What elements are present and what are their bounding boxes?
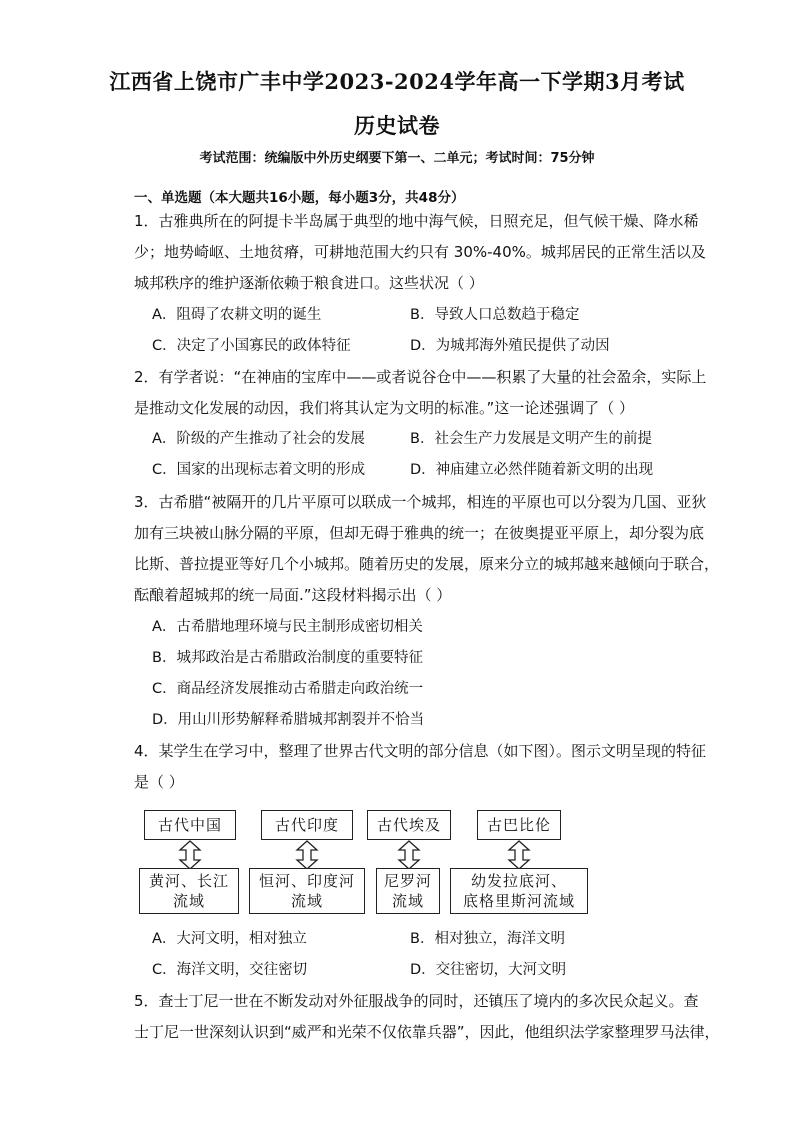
diagram-box-ancient-india: 古代印度: [261, 810, 353, 840]
box-line: 恒河、印度河: [258, 872, 355, 890]
q1-option-b: B．导致人口总数趋于稳定: [410, 307, 580, 323]
exam-meta: 考试范围：统编版中外历史纲要下第一、二单元；考试时间：75分钟: [199, 151, 595, 166]
q1-option-d: D．为城邦海外殖民提供了动因: [410, 338, 610, 354]
q3-option-a: A．古希腊地理环境与民主制形成密切相关: [152, 619, 423, 635]
box-line: 幼发拉底河、: [470, 872, 567, 890]
double-arrow-icon: [507, 840, 531, 870]
q1-stem-line: 1．古雅典所在的阿提卡半岛属于典型的地中海气候，日照充足，但气候干燥、降水稀: [134, 212, 699, 230]
diagram-box-ancient-china: 古代中国: [144, 810, 236, 840]
q2-stem-line: 是推动文化发展的动因，我们将其认定为文明的标准。”这一论述强调了（ ）: [134, 399, 635, 417]
q4-stem-line: 是（ ）: [134, 773, 184, 791]
box-line: 流域: [391, 892, 424, 910]
box-line: 尼罗河: [383, 872, 432, 890]
q3-stem-line: 比斯、普拉提亚等好几个小城邦。随着历史的发展，原来分立的城邦越来越倾向于联合，: [134, 555, 720, 573]
diagram-box-ganges-indus: [249, 868, 365, 914]
q4-option-b: B．相对独立，海洋文明: [410, 931, 565, 947]
double-arrow-icon: [397, 840, 421, 870]
q3-option-b: B．城邦政治是古希腊政治制度的重要特征: [152, 650, 423, 666]
q3-stem-line: 3．古希腊“被隔开的几片平原可以联成一个城邦，相连的平原也可以分裂为几国、亚狄: [134, 493, 707, 511]
q1-stem-line: 少；地势崎岖、土地贫瘠，可耕地范围大约只有 30%-40%。城邦居民的正常生活以及: [134, 243, 706, 261]
diagram-box-yellow-yangtze: [139, 868, 239, 914]
diagram-box-ancient-egypt: 古代埃及: [367, 810, 451, 840]
diagram-box-nile: [376, 868, 440, 914]
q4-option-c: C．海洋文明，交往密切: [152, 962, 308, 978]
box-line: 流域: [290, 892, 323, 910]
q2-stem-line: 2．有学者说：“在神庙的宝库中——或者说谷仓中——积累了大量的社会盈余，实际上: [134, 368, 707, 386]
civilization-diagram: [134, 806, 604, 921]
q4-option-a: A．大河文明，相对独立: [152, 931, 307, 947]
box-line: 底格里斯河流域: [462, 892, 575, 910]
q3-stem-line: 酝酿着超城邦的统一局面.”这段材料揭示出（ ）: [134, 586, 452, 604]
exam-subtitle: 历史试卷: [354, 113, 440, 138]
q3-option-d: D．用山川形势解释希腊城邦割裂并不恰当: [152, 712, 425, 728]
q3-stem-line: 加有三块被山脉分隔的平原，但却无碍于雅典的统一；在彼奥提亚平原上，却分裂为底: [134, 524, 705, 542]
q1-option-a: A．阻碍了农耕文明的诞生: [152, 307, 322, 323]
q2-option-a: A．阶级的产生推动了社会的发展: [152, 431, 365, 447]
q3-option-c: C．商品经济发展推动古希腊走向政治统一: [152, 681, 424, 697]
box-line: 流域: [172, 892, 205, 910]
q2-option-c: C．国家的出现标志着文明的形成: [152, 462, 366, 478]
section-heading: 一、单选题（本大题共16小题，每小题3分，共48分）: [134, 190, 465, 206]
q2-option-d: D．神庙建立必然伴随着新文明的出现: [410, 462, 654, 478]
q1-stem-line: 城邦秩序的维护逐渐依赖于粮食进口。这些状况（ ）: [134, 274, 484, 292]
q2-option-b: B．社会生产力发展是文明产生的前提: [410, 431, 652, 447]
q1-option-c: C．决定了小国寡民的政体特征: [152, 338, 351, 354]
double-arrow-icon: [178, 840, 202, 870]
exam-title: 江西省上饶市广丰中学2023-2024学年高一下学期3月考试: [109, 69, 685, 94]
box-line: 黄河、长江: [148, 872, 229, 890]
q4-stem-line: 4．某学生在学习中，整理了世界古代文明的部分信息（如下图）。图示文明呈现的特征: [134, 742, 707, 760]
q4-option-d: D．交往密切，大河文明: [410, 962, 567, 978]
diagram-box-ancient-babylon: 古巴比伦: [477, 810, 561, 840]
double-arrow-icon: [295, 840, 319, 870]
q5-stem-line: 5．查士丁尼一世在不断发动对外征服战争的同时，还镇压了境内的多次民众起义。查: [134, 992, 699, 1010]
q5-stem-line: 士丁尼一世深刻认识到“威严和光荣不仅依靠兵器”，因此，他组织法学家整理罗马法律，: [134, 1023, 720, 1041]
diagram-box-euphrates-tigris: [450, 868, 588, 914]
